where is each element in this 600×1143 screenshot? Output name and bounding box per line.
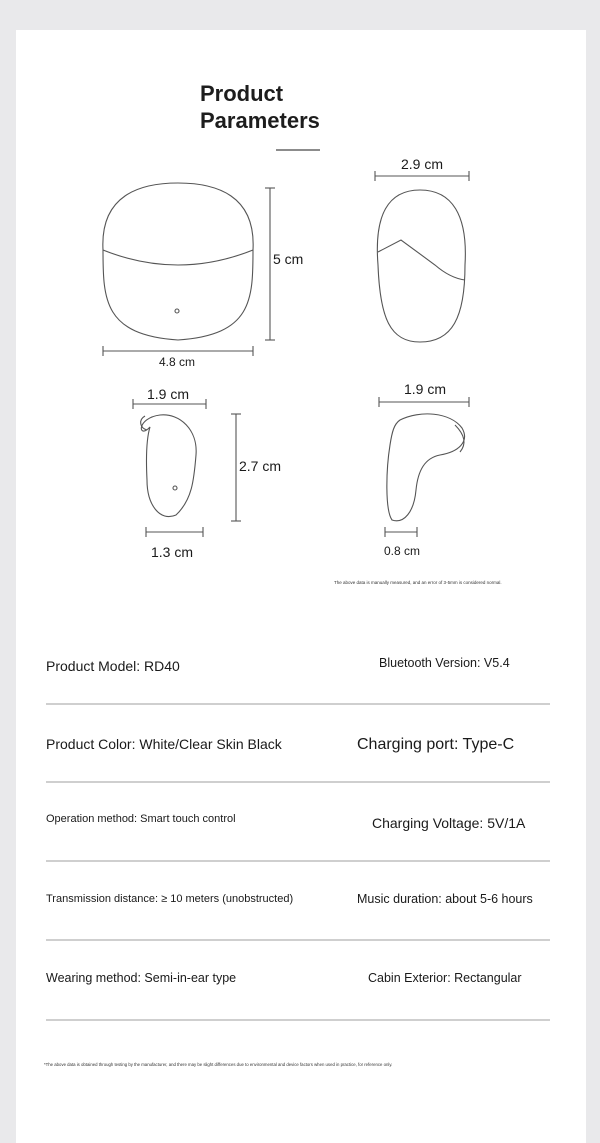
spec-wearing-method: Wearing method: Semi-in-ear type <box>46 971 237 985</box>
spec-charging-voltage: Charging Voltage: 5V/1A <box>372 815 526 831</box>
reference-footnote: *The above data is obtained through testing by the manufacturer, and there may be slight differences due to environmental and device factors when used in practice, for reference only. <box>44 1062 393 1067</box>
spec-divider <box>46 939 550 941</box>
spec-divider <box>46 860 550 862</box>
bud-stem-side-label: 0.8 cm <box>384 544 421 558</box>
spec-transmission-distance: Transmission distance: ≥ 10 meters (unobstructed) <box>46 893 294 905</box>
case-side-seam <box>378 240 465 280</box>
spec-divider <box>46 781 550 783</box>
case-height-label: 5 cm <box>273 251 304 267</box>
case-front-drawing <box>103 183 253 340</box>
spec-divider <box>46 1019 550 1021</box>
case-width-label: 4.8 cm <box>159 355 196 369</box>
earbud-front-drawing <box>141 415 196 517</box>
spec-product-model: Product Model: RD40 <box>46 658 180 674</box>
earbud-front-sensor <box>173 486 177 490</box>
earbud-side-drawing <box>387 414 465 521</box>
spec-charging-port: Charging port: Type-C <box>357 736 515 753</box>
bud-height-label: 2.7 cm <box>239 458 282 474</box>
spec-divider <box>46 703 550 705</box>
measurement-note: The above data is manually measured, and an error of 3-5mm is considered normal. <box>334 580 502 585</box>
case-side-drawing <box>377 190 465 342</box>
title-line-2: Parameters <box>200 108 320 133</box>
case-depth-label: 2.9 cm <box>401 156 444 172</box>
bud-side-width-label: 1.9 cm <box>404 381 447 397</box>
case-lid-line <box>103 250 253 265</box>
case-indicator-light <box>175 309 179 313</box>
spec-bluetooth-version: Bluetooth Version: V5.4 <box>379 656 510 670</box>
spec-music-duration: Music duration: about 5-6 hours <box>357 892 533 906</box>
bud-stem-width-label: 1.3 cm <box>151 544 194 560</box>
title-line-1: Product <box>200 81 284 106</box>
bud-front-width-label: 1.9 cm <box>147 386 190 402</box>
spec-product-color: Product Color: White/Clear Skin Black <box>46 736 282 752</box>
spec-operation-method: Operation method: Smart touch control <box>46 813 236 825</box>
spec-cabin-exterior: Cabin Exterior: Rectangular <box>368 971 522 985</box>
